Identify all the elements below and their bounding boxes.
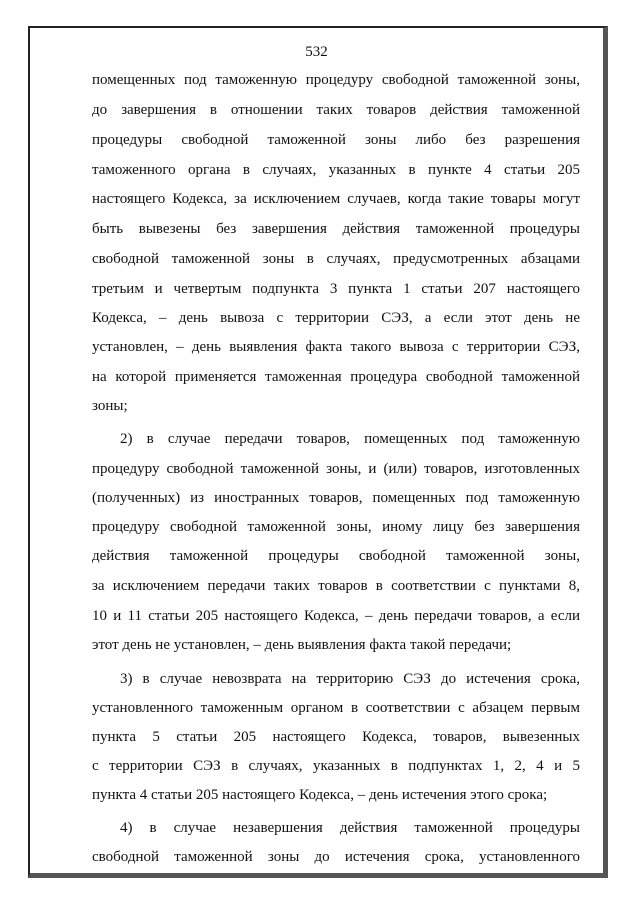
page-number: 532 [305,44,328,60]
text-line: этот день не установлен, – день выявления факта такой передачи; [92,637,512,653]
text-line: свободной таможенной зоны до истечения срока, установленного [92,849,580,865]
text-line: до завершения в отношении таких товаров действия таможенной [92,102,580,118]
text-line: пункта 4 статьи 205 настоящего Кодекса, – день истечения этого срока; [92,787,548,803]
text-line: настоящего Кодекса, за исключением случаев, когда такие товары могут [92,191,580,207]
text-line: за исключением передачи таких товаров в соответствии с пунктами 8, [92,578,580,594]
text-line: процедуры свободной таможенной зоны либо без разрешения [92,132,580,148]
text-line: действия таможенной процедуры свободной таможенной зоны, [92,548,580,564]
paragraph-first-line: 3) в случае невозврата на территорию СЭЗ до истечения срока, [120,671,580,687]
text-line: помещенных под таможенную процедуру свободной таможенной зоны, [92,72,580,88]
text-line: (полученных) из иностранных товаров, помещенных под таможенную [92,490,580,506]
paragraph-first-line: 2) в случае передачи товаров, помещенных под таможенную [120,431,580,447]
text-line: процедуру свободной таможенной зоны, и (или) товаров, изготовленных [92,461,580,477]
text-line: пункта 5 статьи 205 настоящего Кодекса, товаров, вывезенных [92,729,580,745]
text-line: свободной таможенной зоны в случаях, предусмотренных абзацами [92,251,580,267]
text-line: третьим и четвертым подпункта 3 пункта 1 статьи 207 настоящего [92,281,580,297]
text-line: быть вывезены без завершения действия таможенной процедуры [92,221,580,237]
text-line: 10 и 11 статьи 205 настоящего Кодекса, – день передачи товаров, а если [92,608,580,624]
page-frame [28,26,608,878]
text-line: таможенного органа в случаях, указанных в пункте 4 статьи 205 [92,162,580,178]
text-line: с территории СЭЗ в случаях, указанных в подпунктах 1, 2, 4 и 5 [92,758,580,774]
paragraph-first-line: 4) в случае незавершения действия таможенной процедуры [120,820,580,836]
text-line: Кодекса, – день вывоза с территории СЭЗ, а если этот день не [92,310,580,326]
text-line: установлен, – день выявления факта такого вывоза с территории СЭЗ, [92,339,580,355]
text-line: установленного таможенным органом в соответствии с абзацем первым [92,700,580,716]
text-line: зоны; [92,398,128,414]
text-line: на которой применяется таможенная процедура свободной таможенной [92,369,580,385]
text-line: процедуру свободной таможенной зоны, иному лицу без завершения [92,519,580,535]
